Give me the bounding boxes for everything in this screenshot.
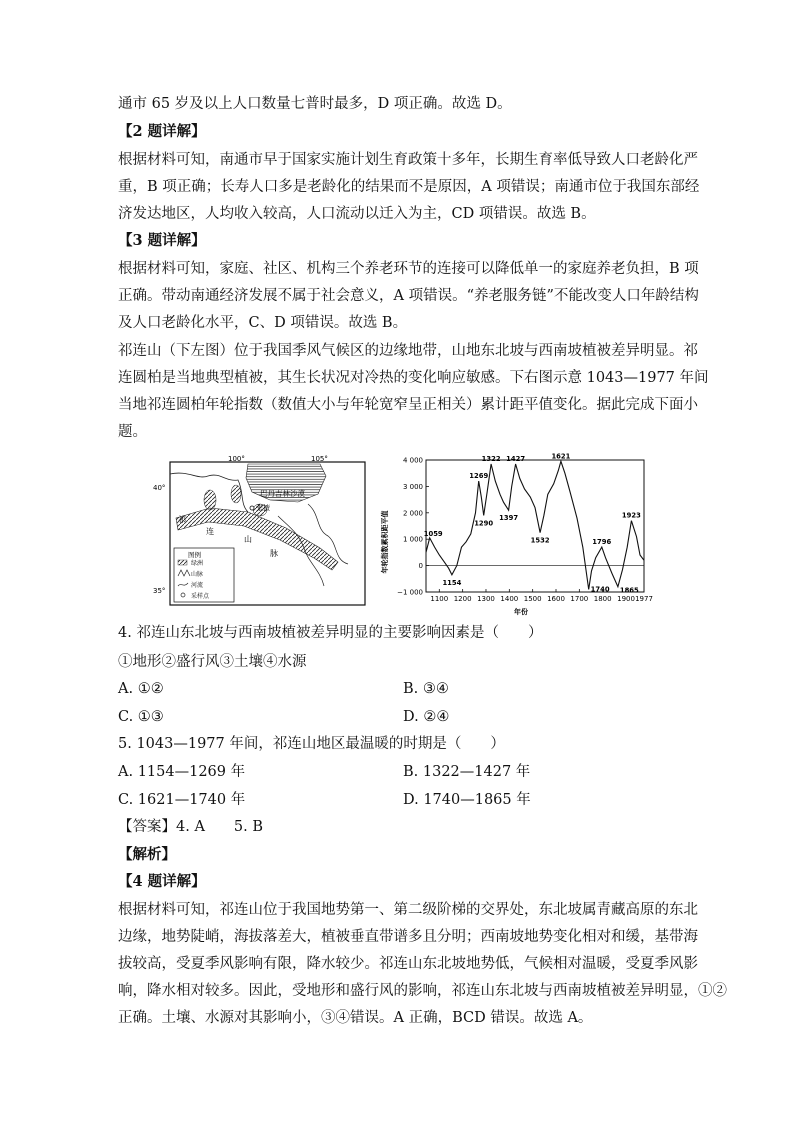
place-label: 张掖 (256, 504, 270, 512)
option-4d[interactable]: D. ②④ (403, 709, 450, 725)
analysis-heading: 【解析】 (118, 846, 176, 863)
lon-label: 105° (311, 455, 328, 463)
option-4a[interactable]: A. ①② (118, 681, 164, 697)
data-label: 1154 (442, 578, 462, 587)
x-tick-label: 1400 (500, 595, 519, 603)
question-5-stem: 5. 1043—1977 年间，祁连山地区最温暖的时期是（ ） (118, 736, 505, 752)
data-label: 1740 (590, 585, 610, 594)
text-line: 重，B 项正确；长寿人口多是老龄化的结果而不是原因，A 项错误；南通市位于我国东部经 (118, 179, 700, 195)
legend-item: 绿洲 (191, 560, 204, 567)
data-label: 1923 (621, 511, 641, 520)
text-line: 响，降水相对较多。因此，受地形和盛行风的影响，祁连山东北坡与西南坡植被差异明显，①② (118, 983, 727, 999)
text-line: 正确。带动南通经济发展不属于社会意义，A 项错误。“养老服务链”不能改变人口年龄结构 (118, 288, 699, 304)
data-label: 1290 (474, 519, 494, 528)
text-line: 题。 (118, 424, 147, 440)
text-line: 正确。土壤、水源对其影响小，③④错误。A 正确，BCD 错误。故选 A。 (118, 1010, 593, 1026)
option-5c[interactable]: C. 1621—1740 年 (118, 792, 246, 808)
legend-item: 采样点 (191, 593, 210, 600)
series-line (423, 461, 644, 589)
data-label: 1397 (499, 514, 519, 523)
section-heading: 【3 题详解】 (118, 232, 206, 249)
x-axis-label: 年份 (514, 608, 528, 616)
legend-title: 图例 (188, 551, 201, 559)
x-tick-label: 1700 (570, 595, 589, 603)
text-line: 根据材料可知，南通市早于国家实施计划生育政策十多年，长期生育率低导致人口老龄化严 (118, 152, 698, 168)
section-heading: 【2 题详解】 (118, 123, 206, 140)
option-4c[interactable]: C. ①③ (118, 709, 164, 725)
qilian-map (148, 452, 370, 612)
answer-line: 【答案】4. A 5. B (118, 819, 264, 835)
y-tick-label: 2 000 (402, 509, 423, 518)
option-5b[interactable]: B. 1322—1427 年 (403, 764, 531, 780)
y-tick-label: 4 000 (402, 456, 423, 465)
legend-item: 山脉 (191, 571, 204, 578)
oasis-patch (231, 485, 241, 503)
option-5a[interactable]: A. 1154—1269 年 (118, 764, 246, 780)
range-char: 祁 (178, 515, 186, 524)
x-tick-label: 1500 (523, 595, 542, 603)
data-label: 1059 (423, 529, 443, 538)
option-5d[interactable]: D. 1740—1865 年 (403, 792, 531, 808)
data-label: 1796 (592, 538, 612, 547)
data-label: 1532 (530, 536, 550, 545)
text-line: 连圆柏是当地典型植被，其生长状况对冷热的变化响应敏感。下右图示意 1043—1977 年间 (118, 370, 709, 386)
y-tick-label: 3 000 (402, 482, 423, 491)
range-char: 山 (244, 535, 252, 544)
lat-label: 35° (153, 587, 166, 595)
text-line: 边缘，地势陡峭，海拔落差大，植被垂直带谱多且分明；西南坡地势变化相对和缓，基带海 (118, 929, 698, 945)
x-tick-label: 1800 (593, 595, 612, 603)
data-label: 1865 (619, 586, 639, 595)
legend-item: 河流 (191, 582, 204, 589)
x-tick-label: 1300 (477, 595, 495, 603)
option-4b[interactable]: B. ③④ (403, 681, 449, 697)
text-line: 当地祁连圆柏年轮指数（数值大小与年轮宽窄呈正相关）累计距平值变化。据此完成下面小 (118, 397, 698, 413)
text-line: 济发达地区，人均收入较高，人口流动以迁入为主，CD 项错误。故选 B。 (118, 206, 596, 222)
data-label: 1621 (551, 452, 571, 461)
question-4-items: ①地形②盛行风③土壤④水源 (118, 654, 307, 670)
x-tick-label: 1900 (617, 595, 635, 603)
y-tick-label: 0 (418, 562, 423, 571)
data-label: 1427 (506, 454, 526, 463)
text-line: 根据材料可知，家庭、社区、机构三个养老环节的连接可以降低单一的家庭养老负担，B 项 (118, 261, 699, 277)
x-tick-label: 1200 (453, 595, 472, 603)
oasis-patch (204, 490, 216, 510)
text-line: 根据材料可知，祁连山位于我国地势第一、第二级阶梯的交界处，东北坡属青藏高原的东北 (118, 902, 698, 918)
q4-detail-heading: 【4 题详解】 (118, 873, 206, 890)
y-tick-label: −1 000 (397, 588, 423, 597)
x-tick-label: 1977 (635, 595, 653, 603)
data-label: 1269 (469, 472, 489, 481)
y-axis-label: 年轮指数累积距平值 (381, 510, 389, 574)
text-line: 祁连山（下左图）位于我国季风气候区的边缘地带，山地东北坡与西南坡植被差异明显。祁 (118, 343, 698, 359)
lon-label: 100° (228, 455, 245, 463)
text-line: 拔较高，受夏季风影响有限，降水较少。祁连山东北坡地势低，气候相对温暖，受夏季风影 (118, 956, 698, 972)
range-char: 连 (206, 527, 214, 536)
x-tick-label: 1600 (547, 595, 565, 603)
oasis-legend-icon (178, 560, 187, 565)
lat-label: 40° (153, 484, 166, 492)
y-tick-label: 1 000 (402, 535, 423, 544)
text-line: 及人口老龄化水平，C、D 项错误。故选 B。 (118, 315, 408, 331)
x-tick-label: 1100 (430, 595, 449, 603)
data-label: 1322 (481, 454, 501, 463)
sample-legend-icon (181, 593, 185, 597)
question-4-stem: 4. 祁连山东北坡与西南坡植被差异明显的主要影响因素是（ ） (118, 625, 543, 641)
tree-ring-chart (378, 452, 660, 617)
range-char: 脉 (270, 549, 278, 558)
sample-point (250, 506, 254, 510)
desert-label: 巴丹吉林沙漠 (260, 489, 305, 498)
text-line: 通市 65 岁及以上人口数量七普时最多，D 项正确。故选 D。 (118, 96, 512, 112)
